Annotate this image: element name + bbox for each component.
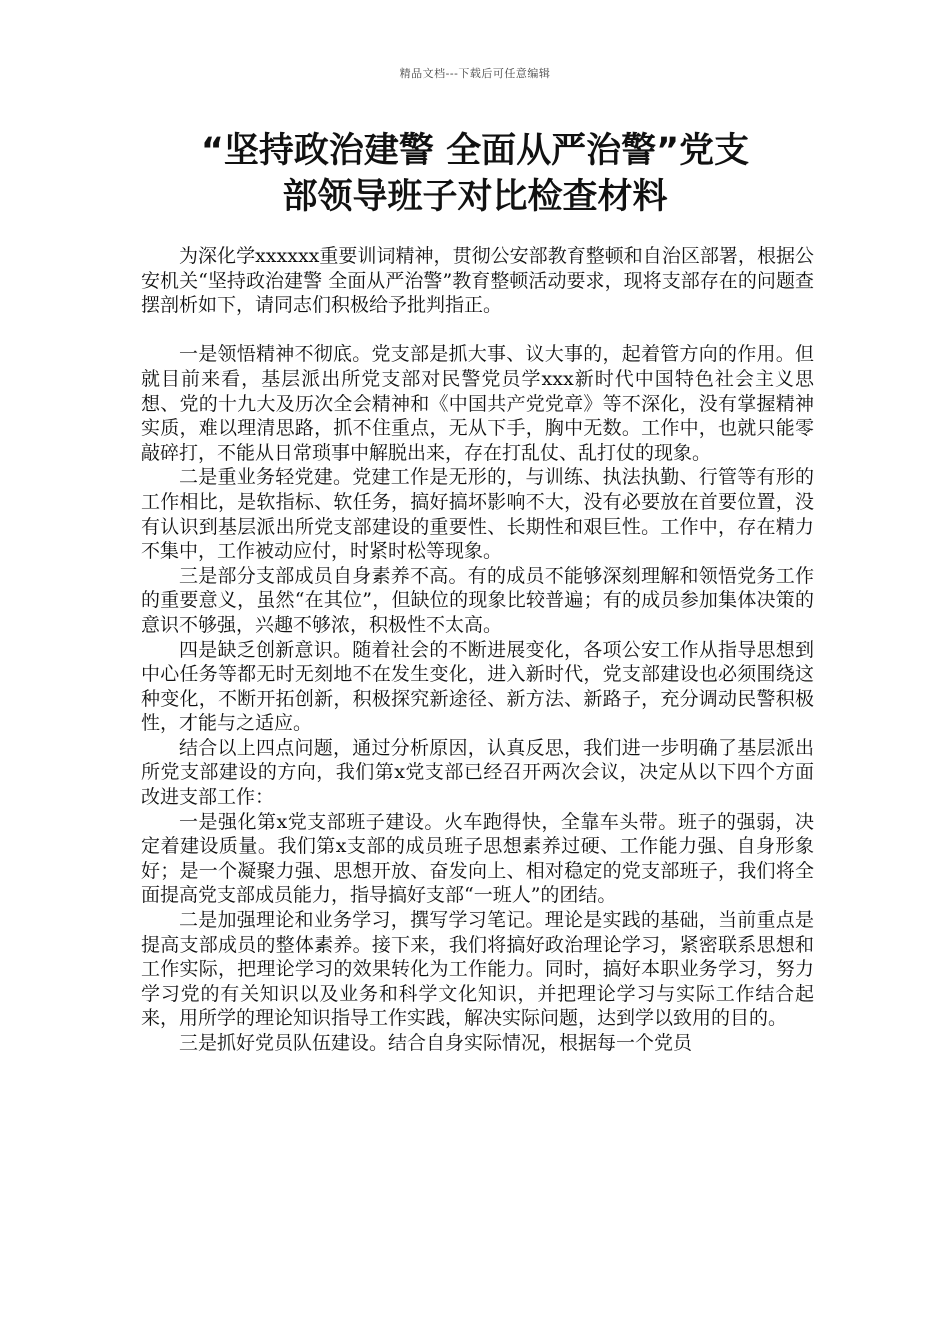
- paragraph-intro: 为深化学xxxxxx重要训词精神，贯彻公安部教育整顿和自治区部署，根据公安机关“坚持政治建警 全面从严治警”教育整顿活动要求，现将支部存在的问题查摆剖析如下，请同志们积极给予批判指正。: [141, 245, 814, 317]
- paragraph-problem-1: 一是领悟精神不彻底。党支部是抓大事、议大事的，起着管方向的作用。但就目前来看，基层派出所党支部对民警党员学xxx新时代中国特色社会主义思想、党的十九大及历次全会精神和《中国共产党党章》等不深化，没有掌握精神实质，难以理清思路，抓不住重点，无从下手，胸中无数。工作中，也就只能零敲碎打，不能从日常琐事中解脱出来，存在打乱仗、乱打仗的现象。: [141, 343, 814, 464]
- paragraph-problem-3: 三是部分支部成员自身素养不高。有的成员不能够深刻理解和领悟党务工作的重要意义，虽然“在其位”，但缺位的现象比较普遍；有的成员参加集体决策的意识不够强，兴趣不够浓，积极性不太高。: [141, 564, 814, 636]
- paragraph-spacer: [141, 318, 814, 343]
- paragraph-problem-2: 二是重业务轻党建。党建工作是无形的，与训练、执法执勤、行管等有形的工作相比，是软指标、软任务，搞好搞坏影响不大，没有必要放在首要位置，没有认识到基层派出所党支部建设的重要性、长期性和艰巨性。工作中，存在精力不集中，工作被动应付，时紧时松等现象。: [141, 466, 814, 563]
- paragraph-measure-3: 三是抓好党员队伍建设。结合自身实际情况，根据每一个党员: [179, 1032, 693, 1054]
- header-note: 精品文档---下载后可任意编辑: [399, 67, 551, 80]
- document-title: [140, 128, 810, 220]
- document-body: [141, 244, 814, 1056]
- paragraph-summary: 结合以上四点问题，通过分析原因，认真反思，我们进一步明确了基层派出所党支部建设的方向，我们第x党支部已经召开两次会议，决定从以下四个方面改进支部工作：: [141, 736, 814, 809]
- title-line-1: “坚持政治建警 全面从严治警”党支: [200, 131, 750, 171]
- paragraph-measure-2: 二是加强理论和业务学习，撰写学习笔记。理论是实践的基础，当前重点是提高支部成员的整体素养。接下来，我们将搞好政治理论学习，紧密联系思想和工作实际，把理论学习的效果转化为工作能力。同时，搞好本职业务学习，努力学习党的有关知识以及业务和科学文化知识，并把理论学习与实际工作结合起来，用所学的理论知识指导工作实践，解决实际问题，达到学以致用的目的。: [141, 909, 814, 1030]
- title-line-2: 部领导班子对比检查材料: [282, 177, 668, 217]
- paragraph-problem-4: 四是缺乏创新意识。随着社会的不断进展变化，各项公安工作从指导思想到中心任务等都无时无刻地不在发生变化，进入新时代，党支部建设也必须围绕这种变化，不断开拓创新，积极探究新途径、新方法、新路子，充分调动民警积极性，才能与之适应。: [141, 638, 814, 735]
- paragraph-measure-1: 一是强化第x党支部班子建设。火车跑得快，全靠车头带。班子的强弱，决定着建设质量。我们第x支部的成员班子思想素养过硬、工作能力强、自身形象好；是一个凝聚力强、思想开放、奋发向上、相对稳定的党支部班子，我们将全面提高党支部成员能力，指导搞好支部“一班人”的团结。: [141, 810, 814, 907]
